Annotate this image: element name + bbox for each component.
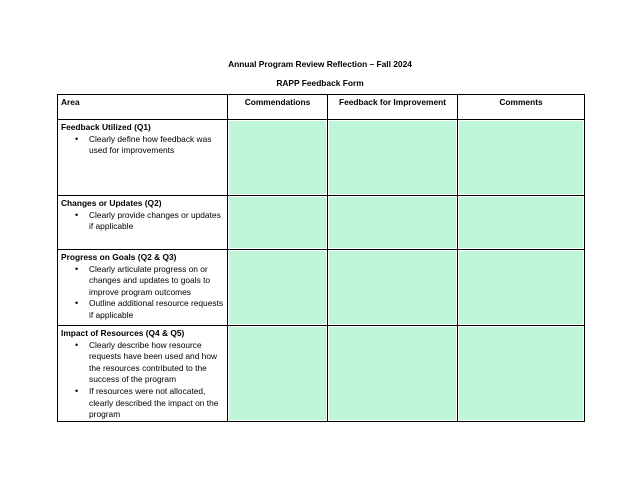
header-feedback-for-improvement: Feedback for Improvement xyxy=(328,95,458,120)
comments-input-cell[interactable] xyxy=(458,326,585,422)
table-row xyxy=(58,120,585,196)
commendations-input-cell[interactable] xyxy=(228,250,328,326)
form-subtitle: RAPP Feedback Form xyxy=(276,78,364,88)
commendations-input-cell[interactable] xyxy=(228,326,328,422)
area-cell xyxy=(58,196,228,250)
area-title: Changes or Updates (Q2) xyxy=(61,198,162,208)
table-row xyxy=(58,326,585,422)
bullet-item: • Clearly define how feedback was used for improvements xyxy=(89,134,224,157)
bullet-list xyxy=(61,210,224,233)
bullet-item: • Clearly describe how resource requests have been used and how the resources contributed to the success of the program xyxy=(89,340,224,386)
area-title: Feedback Utilized (Q1) xyxy=(61,122,151,132)
document-title: Annual Program Review Reflection – Fall 2024 xyxy=(228,59,412,69)
comments-input-cell[interactable] xyxy=(458,250,585,326)
area-cell xyxy=(58,326,228,422)
bullet-item: • Clearly articulate progress on or changes and updates to goals to improve program outcomes xyxy=(89,264,224,299)
table-row xyxy=(58,250,585,326)
area-cell xyxy=(58,120,228,196)
bullet-item: • If resources were not allocated, clearly described the impact on the program xyxy=(89,386,224,421)
area-cell xyxy=(58,250,228,326)
header-commendations: Commendations xyxy=(228,95,328,120)
bullet-list xyxy=(61,134,224,157)
table-row xyxy=(58,196,585,250)
area-title: Impact of Resources (Q4 & Q5) xyxy=(61,328,185,338)
bullet-item: • Clearly provide changes or updates if applicable xyxy=(89,210,224,233)
bullet-list xyxy=(61,340,224,421)
feedback-input-cell[interactable] xyxy=(328,250,458,326)
bullet-list xyxy=(61,264,224,322)
area-title: Progress on Goals (Q2 & Q3) xyxy=(61,252,177,262)
header-row xyxy=(58,95,585,120)
feedback-input-cell[interactable] xyxy=(328,196,458,250)
feedback-input-cell[interactable] xyxy=(328,120,458,196)
bullet-item: • Outline additional resource requests if applicable xyxy=(89,298,224,321)
feedback-input-cell[interactable] xyxy=(328,326,458,422)
feedback-table xyxy=(57,94,585,422)
header-comments: Comments xyxy=(458,95,585,120)
header-area: Area xyxy=(58,95,228,120)
commendations-input-cell[interactable] xyxy=(228,196,328,250)
comments-input-cell[interactable] xyxy=(458,196,585,250)
comments-input-cell[interactable] xyxy=(458,120,585,196)
commendations-input-cell[interactable] xyxy=(228,120,328,196)
